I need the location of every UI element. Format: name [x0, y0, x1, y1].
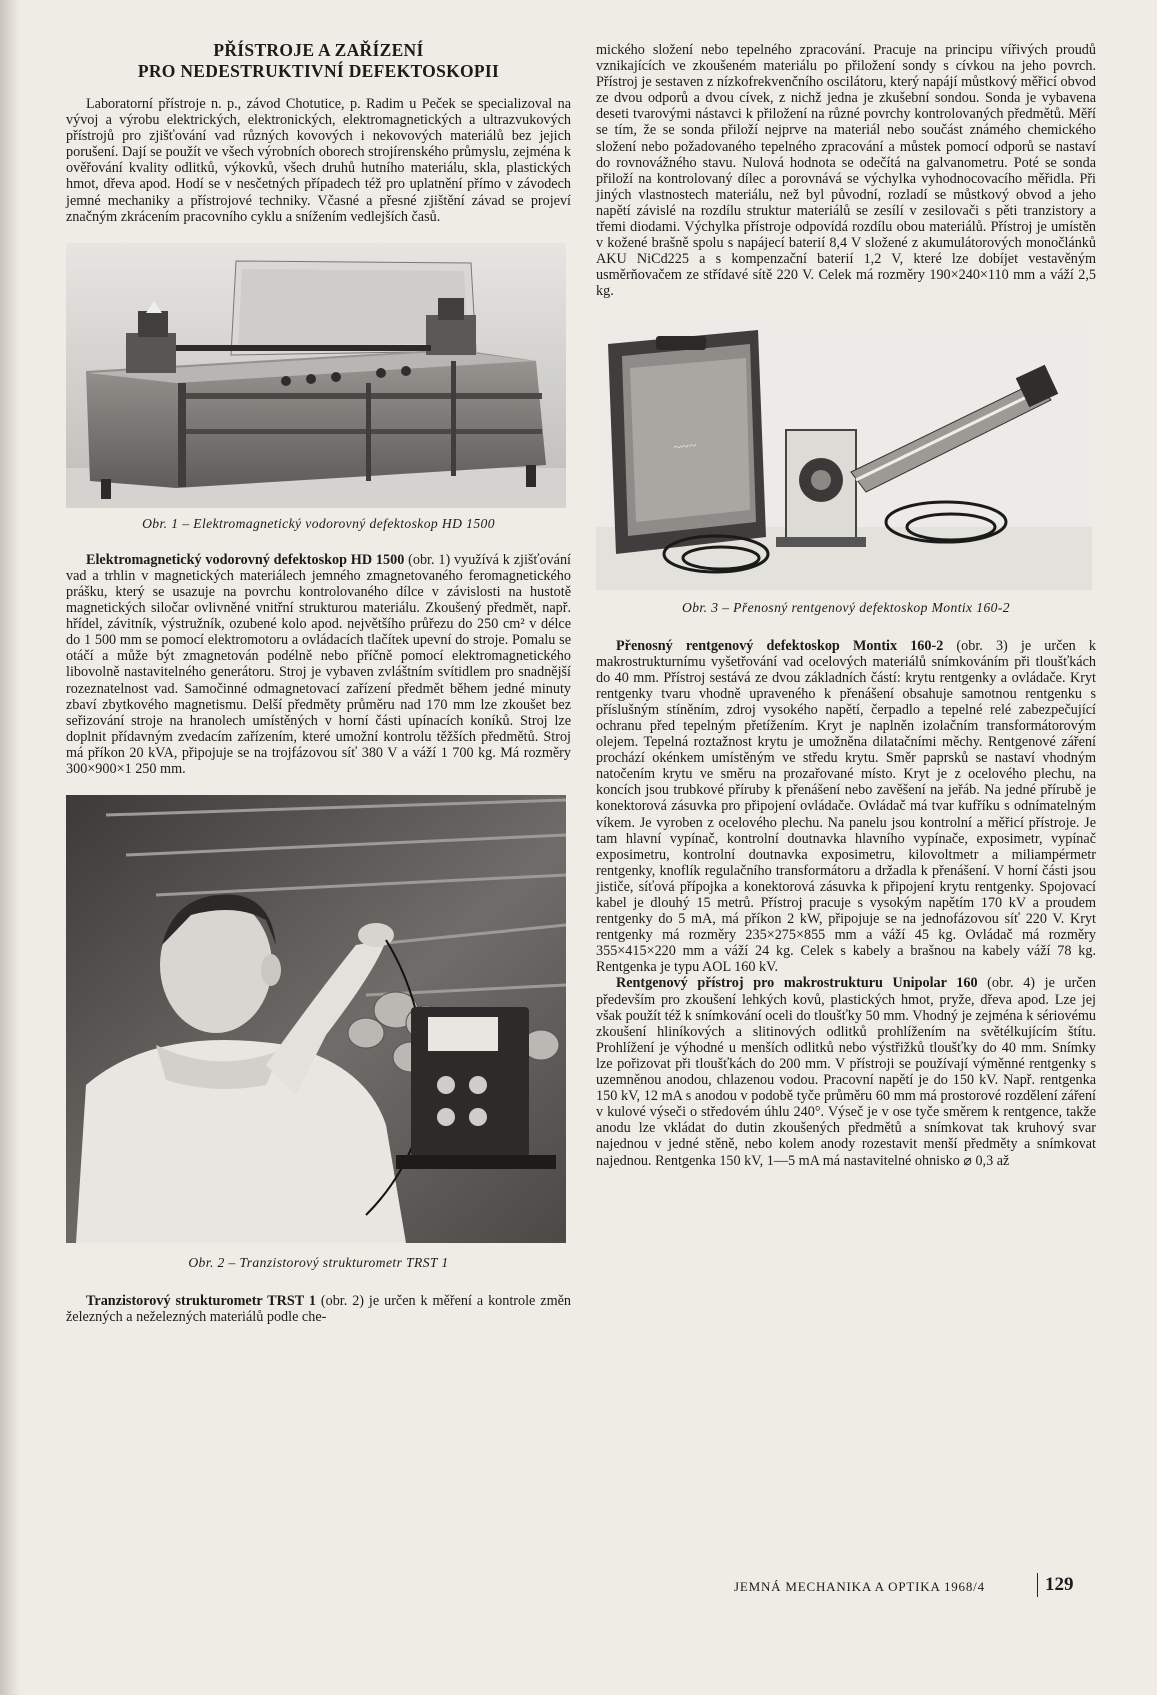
title-line-2: PRO NEDESTRUKTIVNÍ DEFEKTOSKOPII	[137, 61, 500, 81]
trst1-continued: mického složení nebo tepelného zpracování. Pracuje na principu vířivých proudů vznikajících ve zkoušeném materiálu po přiložení sondy s cívkou na jeho povrch. Přístroj je sestaven z nízkofrekvenčního oscilátoru, který napájí můstkový měřicí obvod ze dvou odporů a dvou cívek, z nichž jedna je zkušební sondou. Sonda je vybavena deseti tvarovými nástavci k přiložení na různé povrchy kontrolovaných předmětů. Měří se tím, že se sonda přiloží nejprve na materiál nebo součást známého chemického složení nebo požadovaného tepelného zpracování a můstek pomocí odporů se nastaví do rovnovážného stavu. Nulová hodnota se odečítá na galvanometru. Poté se sonda přiloží na kontrolovaný dílec a porovnává se výchylka vyhodnocovacího měřidla. Při jiných vlastnostech materiálu, než byl původní, rozladí se můstkový obvod a jeho napětí závislé na rozdílu struktur materiálů se zesílí v zesilovači s pěti tranzistory a třemi diodami. Výchylka přístroje odpovídá rozdílu obou materiálů. Přístroj je umístěn v kožené brašně spolu s napájecí baterií 8,4 V složené z akumulátorových monočlánků AKU NiCd225 a s kompenzační baterií 1,2 V, které lze dobíjet vestavěným usměrňovačem ze střídavé sítě 220 V. Celek má rozměry 190×240×110 mm a váží 2,5 kg.	[596, 42, 1096, 300]
figure-1	[66, 243, 571, 532]
figure-1-caption: Obr. 1 – Elektromagnetický vodorovný defektoskop HD 1500	[142, 515, 495, 531]
footer-separator	[1037, 1573, 1038, 1597]
figure-3-photo	[596, 322, 1092, 590]
figure-2-photo	[66, 795, 566, 1243]
hd1500-lead: Elektromagnetický vodorovný defektoskop HD 1500	[86, 551, 405, 568]
trst1-lead: Tranzistorový strukturometr TRST 1	[86, 1293, 316, 1310]
figure-2-caption: Obr. 2 – Tranzistorový strukturometr TRST 1	[188, 1255, 449, 1271]
figure-1-photo	[66, 243, 566, 508]
page-number: 129	[1045, 1574, 1074, 1595]
figure-2	[66, 795, 571, 1271]
montix-body: (obr. 3) je určen k makrostrukturnímu vyšetřování vad ocelových materiálů snímkováním při tloušťkách do 40 mm. Přístroj sestává ze dvou základních částí: krytu rentgenky a ovládače. Kryt rentgenky tvaru vhodně upraveného k přenášení obsahuje samotnou rentgenku s příslušným stíněním, zdroj vysokého napětí, čerpadlo a tepelné relé zabezpečující ochranu před tepelným přetížením. Kryt je naplněn izolačním transformátorovým olejem. Tepelná roztažnost krytu je umožněna dilatačními měchy. Rentgenové záření prochází okénkem umístěným ve středu krytu. Směr paprsků se nastaví vhodným natočením krytu ve směru na prozařované místo. Kryt je z ocelového plechu, na koncích jsou trubkové příruby k přenášení nebo zavěšení na jeřáb. Na jedné přírubě je konektorová zásuvka pro připojení ovládače. Ovládač má tvar kufříku s odnímatelným víkem. Je vyroben z ocelového plechu. Na panelu jsou kontrolní a měřicí přístroje. Je tam hlavní vypínač, kontrolní doutnavka hlavního vypínače, exposimetr, vypínač exposimetru, kontrolní doutnavka exposimetru, kilovoltmetr a miliampérmetr rentgenky, knoflík regulačního transformátoru a držadla k přenášení. V horní části jsou jističe, síťová přípojka a konektorová zásuvka k připojení krytu rentgenky. Spojovací kabel je dlouhý 15 metrů. Přístroj pracuje s vysokým napětím 170 kV a proudem rentgenky do 5 mA, má příkon 2 kW, připojuje se na jednofázovou síť 220 V. Kryt rentgenky má rozměry 235×275×855 mm a váží 45 kg. Ovládač má rozměry 355×415×220 mm a váží 24 kg. Celek s kabely a brašnou na kabely váží 78 kg. Rentgenka je typu AOL 160 kV.	[596, 637, 1096, 976]
unipolar-body: (obr. 4) je určen především pro zkoušení lehkých kovů, plastických hmot, pryže, dřeva apod. Lze jej však použít též k snímkování oceli do tloušťky 50 mm. Vhodný je zejména k sériovému zkoušení hliníkových a slitinových odlitků prohlížením na světélkujícím štítu. Prohlížení je výhodné u menších odlitků nebo výstřižků tloušťky do 40 mm. Snímky lze pořizovat při tloušťkách do 200 mm. V přístroji se používají výměnné rentgenky s uzemněnou anodou, chlazenou vodou. Pracovní napětí je do 150 kV. Např. rentgenka 150 kV, 12 mA s anodou v podobě tyče průměru 60 mm má prostorové rozdělení záření v kulové výseči o středovém úhlu 240°. Výseč je v ose tyče směrem k rentgence, takže anodu lze vkládat do dutin zkoušených předmětů a snímkovat tak kruhový svar najednou v jedné stěně, nebo kolem anody rozestavit menší předměty a snímkovat najednou. Rentgenka 150 kV, 1—5 mA má nastavitelné ohnisko ⌀ 0,3 až	[596, 975, 1096, 1169]
figure-3-caption: Obr. 3 – Přenosný rentgenový defektoskop Montix 160-2	[682, 599, 1010, 615]
unipolar-lead: Rentgenový přístroj pro makrostrukturu Unipolar 160	[616, 975, 978, 992]
figure-3	[596, 322, 1096, 616]
page-footer	[700, 1573, 1096, 1597]
intro-paragraph: Laboratorní přístroje n. p., závod Chotutice, p. Radim u Peček se specializoval na vývoj a výrobu elektrických, elektronických, elektromagnetických a ultrazvukových přístrojů pro zjišťování vad různých kovových i nekovových materiálů bez jejich porušení. Dají se použít ve všech výrobních oborech strojírenského průmyslu, zejména k ověřování kvality odlitků, výkovků, všech druhů hutního materiálu, skla, plastických hmot, dřeva apod. Hodí se v nesčetných případech též pro uplatnění přímo v závodech jemné mechaniky a přístrojové techniky. Včasné a přesné zjištění závad se projeví značným zkrácením pracovního cyklu a snížením vedlejších časů.	[66, 96, 571, 225]
trst1-paragraph	[66, 1293, 571, 1325]
svg-text:~~~: ~~~	[672, 438, 698, 456]
page-gutter-shadow	[0, 0, 20, 1695]
journal-name: JEMNÁ MECHANIKA A OPTIKA 1968/4	[734, 1579, 985, 1594]
left-column	[66, 40, 571, 1325]
hd1500-body: (obr. 1) využívá k zjišťování vad a trhlin v magnetických materiálech jemného zmagnetovaného feromagnetického prášku, který se usazuje na povrchu kontrolovaného dílce v závislosti na hustotě magnetických siločar ovlivněné vnitřní strukturou materiálu. Zkoušený předmět, např. hřídel, závitník, výstružník, ozubené kolo apod. největšího průřezu do 250 cm² v délce do 1 500 mm se pomocí elektromotoru a ovládacích tlačítek upevní do stroje. Pomalu se otáčí a může být zmagnetován podélně nebo příčně pomocí elektromagnetického libovolně nastavitelného generátoru. Stroj je vybaven zvláštním svítidlem pro snadnější rozeznatelnost vad. Samočinné odmagnetovací zařízení předmět během jedné minuty zbaví zbytkového magnetismu. Delší předměty průměru nad 170 mm lze zkoušet bez seřizování stroje na hranolech umístěných v horní části upínacích koníků. Stroj lze doplnit přídavným zvedacím zařízením, které umožní kontrolu těžších předmětů. Stroj má příkon 20 kVA, připojuje se na trojfázovou síť 380 V a váží 1 700 kg. Má rozměry 300×900×1 250 mm.	[66, 551, 571, 777]
hd1500-paragraph	[66, 552, 571, 777]
unipolar-paragraph	[596, 975, 1096, 1168]
montix-paragraph	[596, 638, 1096, 976]
montix-lead: Přenosný rentgenový defektoskop Montix 160-2	[616, 637, 944, 654]
article-title	[66, 40, 571, 82]
trst1-body: (obr. 2) je určen k měření a kontrole změn železných a neželezných materiálů podle che-	[66, 1293, 571, 1326]
title-line-1: PŘÍSTROJE A ZAŘÍZENÍ	[213, 40, 424, 60]
right-column	[596, 42, 1096, 1169]
